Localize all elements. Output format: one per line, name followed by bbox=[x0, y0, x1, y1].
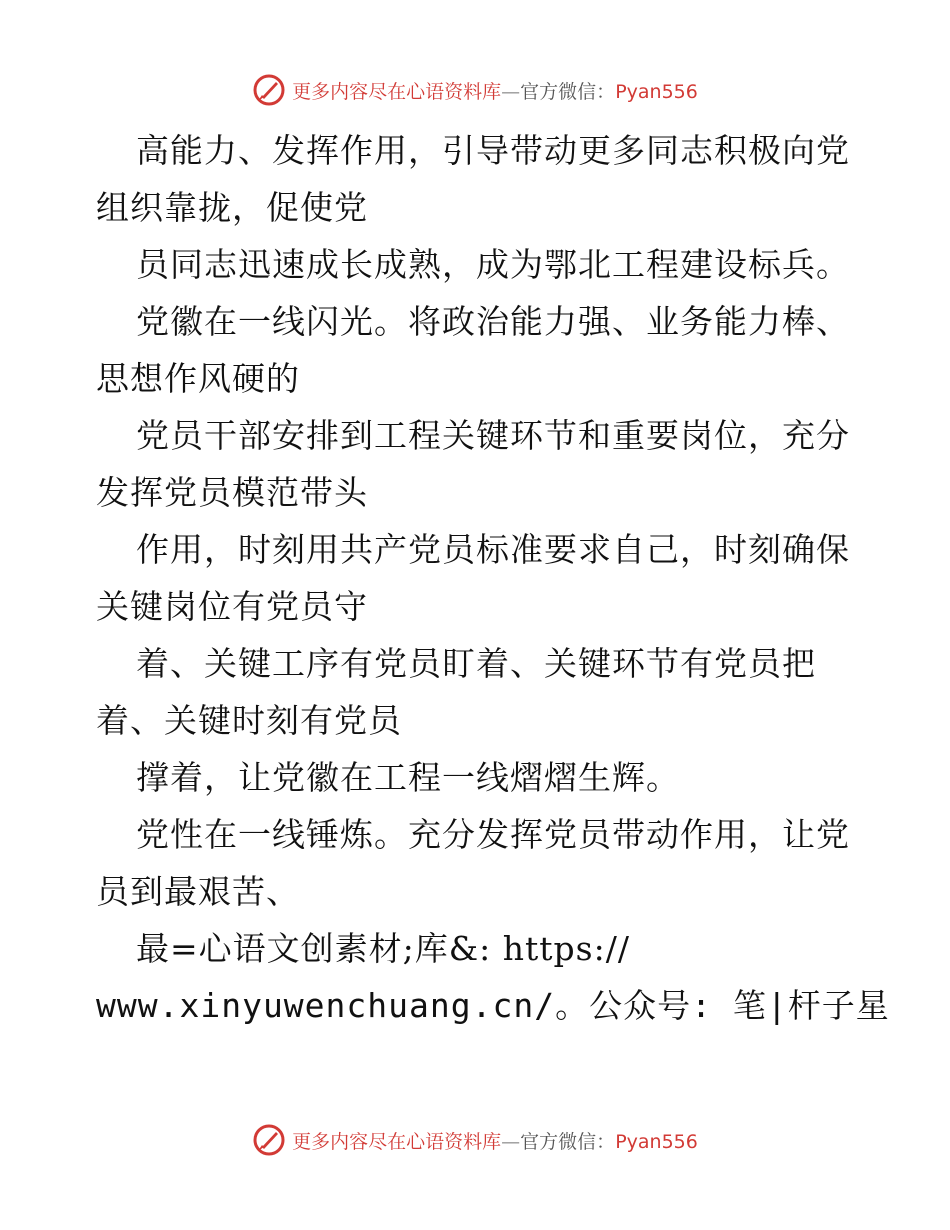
body-line: 关键岗位有党员守 bbox=[96, 587, 368, 626]
brush-logo-icon bbox=[252, 73, 286, 107]
brush-logo-icon bbox=[252, 1123, 286, 1157]
footer-id: Pyan556 bbox=[615, 1130, 698, 1153]
body-line: 党性在一线锤炼。充分发挥党员带动作用，让党 bbox=[136, 815, 850, 854]
body-line: www.xinyuwenchuang.cn/。公众号: 笔|杆子星 bbox=[96, 986, 890, 1025]
body-line: 思想作风硬的 bbox=[96, 359, 300, 398]
footer-main: 更多内容尽在心语资料库 bbox=[292, 1130, 502, 1153]
body-line: 党员干部安排到工程关键环节和重要岗位，充分 bbox=[136, 416, 850, 455]
footer-text bbox=[292, 1127, 698, 1154]
body-line: 发挥党员模范带头 bbox=[96, 473, 368, 512]
footer-wechat: 官方微信： bbox=[520, 1130, 616, 1153]
header-id: Pyan556 bbox=[615, 80, 698, 103]
header-main: 更多内容尽在心语资料库 bbox=[292, 80, 502, 103]
header-sep: — bbox=[501, 80, 521, 103]
body-line: 着、关键工序有党员盯着、关键环节有党员把 bbox=[136, 644, 816, 683]
body-line: 员同志迅速成长成熟，成为鄂北工程建设标兵。 bbox=[136, 245, 850, 284]
body-line: 撑着，让党徽在工程一线熠熠生辉。 bbox=[136, 758, 680, 797]
body-line: 组织靠拢，促使党 bbox=[96, 188, 368, 227]
body-line: 员到最艰苦、 bbox=[96, 872, 300, 911]
body-line: 作用，时刻用共产党员标准要求自己，时刻确保 bbox=[136, 530, 850, 569]
header-text bbox=[292, 77, 698, 104]
footer-watermark bbox=[0, 1120, 950, 1160]
body-line: 党徽在一线闪光。将政治能力强、业务能力棒、 bbox=[136, 302, 850, 341]
body-line: 着、关键时刻有党员 bbox=[96, 701, 402, 740]
body-line: 最=心语文创素材;库&: https:// bbox=[136, 929, 630, 968]
header-watermark bbox=[0, 70, 950, 110]
document-body bbox=[96, 122, 890, 1034]
footer-sep: — bbox=[501, 1130, 521, 1153]
body-line: 高能力、发挥作用，引导带动更多同志积极向党 bbox=[136, 131, 850, 170]
header-wechat: 官方微信： bbox=[520, 80, 616, 103]
